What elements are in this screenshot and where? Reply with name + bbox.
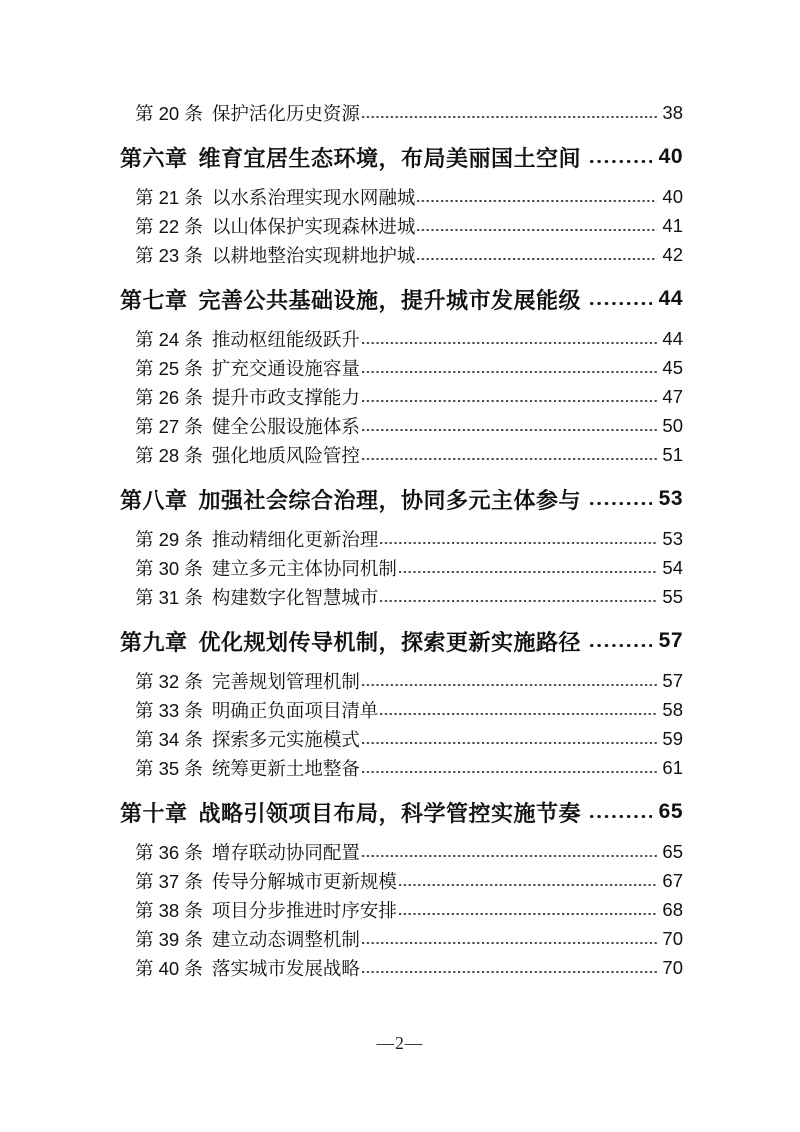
toc-entry-label: 第 25 条 — [135, 357, 203, 379]
toc-entry-page-number: 65 — [662, 840, 683, 862]
toc-entry-page-number: 61 — [662, 756, 683, 778]
toc-entry-title: 统筹更新土地整备 — [211, 757, 360, 779]
toc-entry-article — [120, 582, 683, 611]
toc-entry-label: 第 33 条 — [135, 699, 203, 721]
toc-entry-title: 传导分解城市更新规模 — [211, 870, 397, 892]
toc-entry-title: 战略引领项目布局，科学管控实施节奏 — [198, 800, 582, 826]
toc-entry-label: 第 34 条 — [135, 728, 203, 750]
toc-entry-page-number: 53 — [662, 527, 683, 549]
toc-entry-title: 扩充交通设施容量 — [211, 357, 360, 379]
dot-leader — [380, 600, 657, 602]
toc-entry-article — [120, 353, 683, 382]
toc-entry-title: 以水系治理实现水网融城 — [211, 186, 416, 208]
toc-entry-title: 加强社会综合治理，协同多元主体参与 — [198, 487, 582, 513]
dot-leader — [590, 815, 652, 818]
toc-entry-article — [120, 211, 683, 240]
dot-leader — [362, 400, 658, 402]
toc-entry-label: 第 38 条 — [135, 899, 203, 921]
dot-leader — [362, 855, 658, 857]
toc-entry-article — [120, 695, 683, 724]
toc-entry-title: 强化地质风险管控 — [211, 444, 360, 466]
toc-entry-title: 保护活化历史资源 — [211, 102, 360, 124]
toc-entry-article — [120, 324, 683, 353]
toc-entry-label: 第 30 条 — [135, 557, 203, 579]
toc-entry-title: 健全公服设施体系 — [211, 415, 360, 437]
dot-leader — [417, 229, 657, 231]
toc-entry-label: 第 27 条 — [135, 415, 203, 437]
toc-entry-label: 第 29 条 — [135, 528, 203, 550]
toc-entry-label: 第 31 条 — [135, 586, 203, 608]
toc-entry-label: 第 28 条 — [135, 444, 203, 466]
dot-leader — [417, 258, 657, 260]
toc-entry-article — [120, 666, 683, 695]
toc-entry-title: 推动枢纽能级跃升 — [211, 328, 360, 350]
toc-entry-chapter — [120, 797, 683, 827]
toc-entry-label: 第 22 条 — [135, 215, 203, 237]
toc-entry-article — [120, 953, 683, 982]
dot-leader — [380, 542, 657, 544]
page-number: —2— — [376, 1033, 424, 1053]
toc-list — [120, 98, 683, 982]
toc-entry-label: 第 23 条 — [135, 244, 203, 266]
toc-entry-page-number: 44 — [662, 327, 683, 349]
toc-entry-article — [120, 182, 683, 211]
dot-leader — [590, 302, 652, 305]
toc-entry-label: 第十章 — [120, 800, 188, 826]
toc-entry-page-number: 40 — [662, 185, 683, 207]
toc-entry-chapter — [120, 484, 683, 514]
toc-entry-article — [120, 866, 683, 895]
toc-entry-chapter — [120, 284, 683, 314]
dot-leader — [362, 116, 658, 118]
toc-entry-page-number: 45 — [662, 356, 683, 378]
toc-entry-title: 完善规划管理机制 — [211, 670, 360, 692]
dot-leader — [362, 942, 658, 944]
toc-entry-page-number: 65 — [658, 800, 683, 823]
page-footer — [0, 1033, 800, 1054]
toc-entry-title: 构建数字化智慧城市 — [211, 586, 379, 608]
toc-entry-label: 第六章 — [120, 145, 188, 171]
dot-leader — [399, 913, 658, 915]
toc-entry-label: 第八章 — [120, 487, 188, 513]
toc-entry-page-number: 59 — [662, 727, 683, 749]
toc-entry-title: 维育宜居生态环境，布局美丽国土空间 — [198, 145, 582, 171]
toc-entry-label: 第 20 条 — [135, 102, 203, 124]
toc-entry-page-number: 41 — [662, 214, 683, 236]
toc-entry-article — [120, 753, 683, 782]
dot-leader — [362, 429, 658, 431]
toc-entry-label: 第 32 条 — [135, 670, 203, 692]
dot-leader — [399, 571, 658, 573]
dot-leader — [380, 713, 657, 715]
toc-entry-label: 第 35 条 — [135, 757, 203, 779]
toc-entry-page-number: 42 — [662, 243, 683, 265]
toc-entry-page-number: 50 — [662, 414, 683, 436]
toc-entry-label: 第 26 条 — [135, 386, 203, 408]
dot-leader — [362, 371, 658, 373]
toc-entry-label: 第 21 条 — [135, 186, 203, 208]
toc-entry-article — [120, 553, 683, 582]
dot-leader — [399, 884, 658, 886]
toc-entry-title: 提升市政支撑能力 — [211, 386, 360, 408]
toc-entry-page-number: 58 — [662, 698, 683, 720]
toc-entry-title: 明确正负面项目清单 — [211, 699, 379, 721]
toc-entry-title: 以耕地整治实现耕地护城 — [211, 244, 416, 266]
toc-entry-title: 推动精细化更新治理 — [211, 528, 379, 550]
toc-entry-article — [120, 382, 683, 411]
dot-leader — [590, 502, 652, 505]
toc-entry-title: 优化规划传导机制，探索更新实施路径 — [198, 629, 582, 655]
toc-entry-page-number: 70 — [662, 927, 683, 949]
toc-entry-article — [120, 837, 683, 866]
toc-entry-title: 增存联动协同配置 — [211, 841, 360, 863]
dot-leader — [362, 971, 658, 973]
toc-entry-page-number: 68 — [662, 898, 683, 920]
toc-entry-page-number: 47 — [662, 385, 683, 407]
toc-entry-title: 项目分步推进时序安排 — [211, 899, 397, 921]
toc-entry-chapter — [120, 626, 683, 656]
toc-entry-label: 第 36 条 — [135, 841, 203, 863]
toc-entry-page-number: 57 — [662, 669, 683, 691]
toc-entry-article — [120, 895, 683, 924]
dot-leader — [362, 458, 658, 460]
toc-entry-article — [120, 411, 683, 440]
toc-entry-title: 探索多元实施模式 — [211, 728, 360, 750]
dot-leader — [590, 644, 652, 647]
toc-entry-page-number: 51 — [662, 443, 683, 465]
toc-entry-page-number: 70 — [662, 956, 683, 978]
toc-entry-article — [120, 724, 683, 753]
toc-entry-page-number: 53 — [658, 487, 683, 510]
toc-entry-label: 第七章 — [120, 287, 188, 313]
toc-entry-label: 第九章 — [120, 629, 188, 655]
toc-entry-page-number: 57 — [658, 629, 683, 652]
toc-entry-chapter — [120, 142, 683, 172]
toc-entry-article — [120, 440, 683, 469]
toc-entry-article — [120, 524, 683, 553]
dot-leader — [362, 684, 658, 686]
toc-entry-article — [120, 98, 683, 127]
dot-leader — [417, 200, 657, 202]
toc-entry-label: 第 40 条 — [135, 957, 203, 979]
toc-entry-label: 第 37 条 — [135, 870, 203, 892]
toc-entry-article — [120, 924, 683, 953]
toc-entry-page-number: 55 — [662, 585, 683, 607]
toc-entry-title: 落实城市发展战略 — [211, 957, 360, 979]
dot-leader — [590, 160, 652, 163]
toc-entry-page-number: 38 — [662, 101, 683, 123]
toc-entry-label: 第 24 条 — [135, 328, 203, 350]
toc-entry-title: 完善公共基础设施，提升城市发展能级 — [198, 287, 582, 313]
dot-leader — [362, 742, 658, 744]
toc-entry-page-number: 54 — [662, 556, 683, 578]
toc-entry-label: 第 39 条 — [135, 928, 203, 950]
toc-entry-article — [120, 240, 683, 269]
toc-entry-page-number: 40 — [658, 145, 683, 168]
toc-entry-title: 以山体保护实现森林进城 — [211, 215, 416, 237]
dot-leader — [362, 342, 658, 344]
toc-entry-page-number: 44 — [658, 287, 683, 310]
dot-leader — [362, 771, 658, 773]
toc-entry-page-number: 67 — [662, 869, 683, 891]
toc-entry-title: 建立动态调整机制 — [211, 928, 360, 950]
toc-entry-title: 建立多元主体协同机制 — [211, 557, 397, 579]
